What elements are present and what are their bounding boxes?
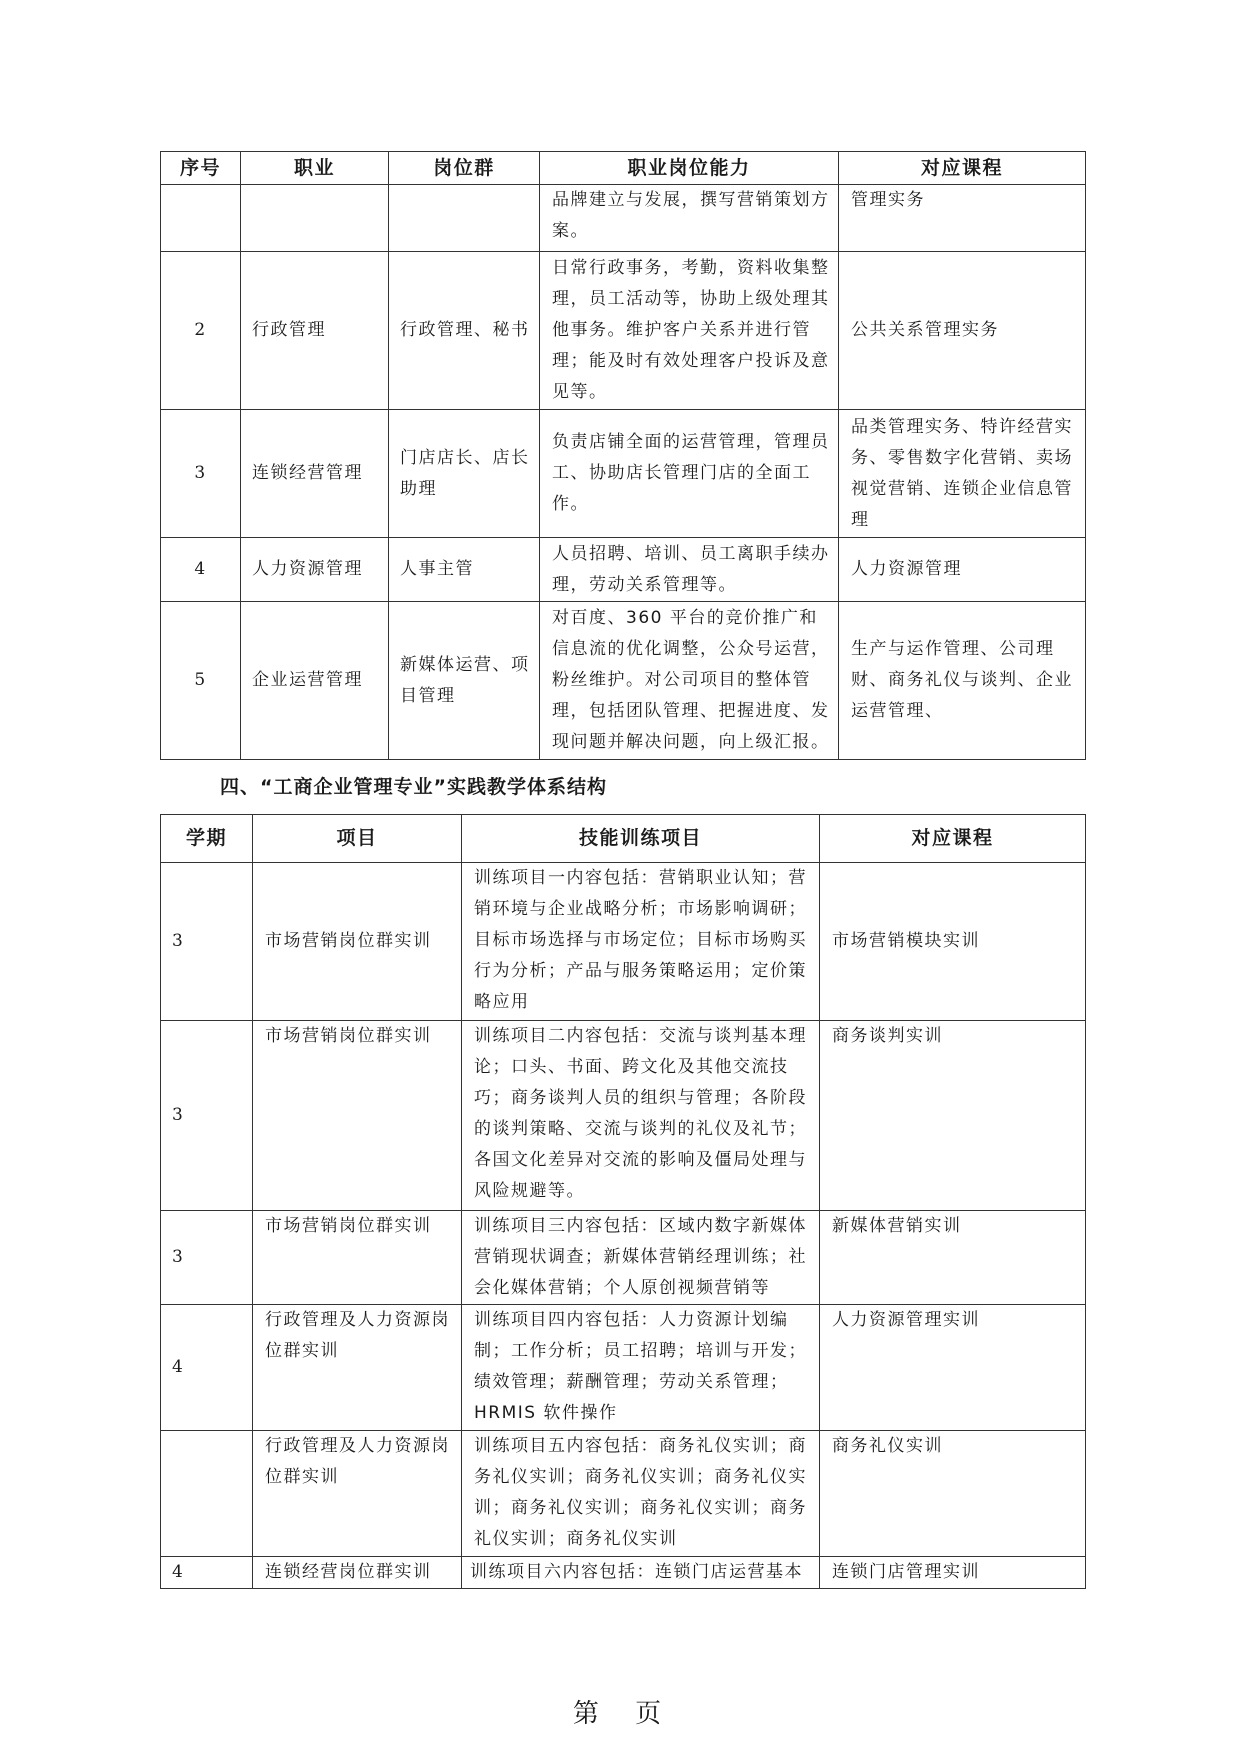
- row-term: [161, 1431, 253, 1557]
- row-course: 生产与运作管理、公司理财、商务礼仪与谈判、企业运营管理、: [839, 602, 1086, 760]
- page-footer: [0, 1693, 1240, 1730]
- row-term: 3: [161, 1021, 253, 1211]
- row-ability: 日常行政事务，考勤，资料收集整理，员工活动等，协助上级处理其他事务。维护客户关系并进行管理；能及时有效处理客户投诉及意见等。: [540, 252, 839, 410]
- table-row: [161, 185, 1086, 252]
- row-course: 品类管理实务、特许经营实务、零售数字化营销、卖场视觉营销、连锁企业信息管理: [839, 410, 1086, 538]
- table-row: [161, 1305, 1086, 1431]
- row-training: 训练项目四内容包括：人力资源计划编制；工作分析；员工招聘；培训与开发；绩效管理；薪酬管理；劳动关系管理；HRMIS 软件操作: [462, 1305, 820, 1431]
- section-title: 四、“工商企业管理专业”实践教学体系结构: [220, 776, 607, 798]
- row-project: 行政管理及人力资源岗位群实训: [253, 1305, 462, 1431]
- table-row: [161, 538, 1086, 602]
- row-training: 训练项目六内容包括：连锁门店运营基本: [462, 1557, 820, 1589]
- row-course: 市场营销模块实训: [820, 863, 1086, 1021]
- table-row: [161, 1211, 1086, 1305]
- row-training: 训练项目一内容包括：营销职业认知；营销环境与企业战略分析；市场影响调研；目标市场选择与市场定位；目标市场购买行为分析；产品与服务策略运用；定价策略应用: [462, 863, 820, 1021]
- row-course: 人力资源管理实训: [820, 1305, 1086, 1431]
- table-row: [161, 602, 1086, 760]
- header-group: 岗位群: [389, 152, 540, 185]
- header-course: 对应课程: [820, 815, 1086, 863]
- footer-left-text: 第: [572, 1699, 605, 1729]
- row-course: 管理实务: [839, 185, 1086, 252]
- row-no: 5: [161, 602, 241, 760]
- table-header-row: [161, 152, 1086, 185]
- table-row: [161, 863, 1086, 1021]
- header-no: 序号: [161, 152, 241, 185]
- row-career: 行政管理: [241, 252, 389, 410]
- header-course: 对应课程: [839, 152, 1086, 185]
- row-no: 3: [161, 410, 241, 538]
- row-no: [161, 185, 241, 252]
- row-project: 市场营销岗位群实训: [253, 1021, 462, 1211]
- header-ability: 职业岗位能力: [540, 152, 839, 185]
- row-course: 商务礼仪实训: [820, 1431, 1086, 1557]
- row-career: 人力资源管理: [241, 538, 389, 602]
- table-row: [161, 252, 1086, 410]
- row-group: 门店店长、店长助理: [389, 410, 540, 538]
- row-group: 人事主管: [389, 538, 540, 602]
- row-course: 新媒体营销实训: [820, 1211, 1086, 1305]
- practice-structure-table: [160, 814, 1086, 1589]
- row-training: 训练项目三内容包括：区域内数字新媒体营销现状调查；新媒体营销经理训练；社会化媒体营销；个人原创视频营销等: [462, 1211, 820, 1305]
- row-ability: 对百度、360 平台的竞价推广和信息流的优化调整，公众号运营，粉丝维护。对公司项目的整体管理，包括团队管理、把握进度、发现问题并解决问题，向上级汇报。: [540, 602, 839, 760]
- row-course: 商务谈判实训: [820, 1021, 1086, 1211]
- footer-right-text: 页: [635, 1699, 668, 1729]
- row-term: 3: [161, 1211, 253, 1305]
- row-term: 4: [161, 1557, 253, 1589]
- row-ability: 品牌建立与发展，撰写营销策划方案。: [540, 185, 839, 252]
- header-training: 技能训练项目: [462, 815, 820, 863]
- row-term: 4: [161, 1305, 253, 1431]
- header-term: 学期: [161, 815, 253, 863]
- row-career: 企业运营管理: [241, 602, 389, 760]
- row-career: [241, 185, 389, 252]
- career-ability-table: [160, 151, 1086, 760]
- row-group: 新媒体运营、项目管理: [389, 602, 540, 760]
- row-course: 公共关系管理实务: [839, 252, 1086, 410]
- row-project: 行政管理及人力资源岗位群实训: [253, 1431, 462, 1557]
- row-ability: 负责店铺全面的运营管理，管理员工、协助店长管理门店的全面工作。: [540, 410, 839, 538]
- table-row: [161, 1557, 1086, 1589]
- row-group: [389, 185, 540, 252]
- row-training: 训练项目五内容包括：商务礼仪实训；商务礼仪实训；商务礼仪实训；商务礼仪实训；商务礼仪实训；商务礼仪实训；商务礼仪实训；商务礼仪实训: [462, 1431, 820, 1557]
- row-project: 连锁经营岗位群实训: [253, 1557, 462, 1589]
- table-header-row: [161, 815, 1086, 863]
- row-course: 人力资源管理: [839, 538, 1086, 602]
- row-project: 市场营销岗位群实训: [253, 863, 462, 1021]
- row-no: 2: [161, 252, 241, 410]
- header-project: 项目: [253, 815, 462, 863]
- row-career: 连锁经营管理: [241, 410, 389, 538]
- table-row: [161, 410, 1086, 538]
- row-project: 市场营销岗位群实训: [253, 1211, 462, 1305]
- row-training: 训练项目二内容包括：交流与谈判基本理论；口头、书面、跨文化及其他交流技巧；商务谈判人员的组织与管理；各阶段的谈判策略、交流与谈判的礼仪及礼节；各国文化差异对交流的影响及僵局处理与风险规避等。: [462, 1021, 820, 1211]
- table-row: [161, 1431, 1086, 1557]
- row-no: 4: [161, 538, 241, 602]
- row-ability: 人员招聘、培训、员工离职手续办理，劳动关系管理等。: [540, 538, 839, 602]
- header-career: 职业: [241, 152, 389, 185]
- row-term: 3: [161, 863, 253, 1021]
- row-group: 行政管理、秘书: [389, 252, 540, 410]
- row-course: 连锁门店管理实训: [820, 1557, 1086, 1589]
- table-row: [161, 1021, 1086, 1211]
